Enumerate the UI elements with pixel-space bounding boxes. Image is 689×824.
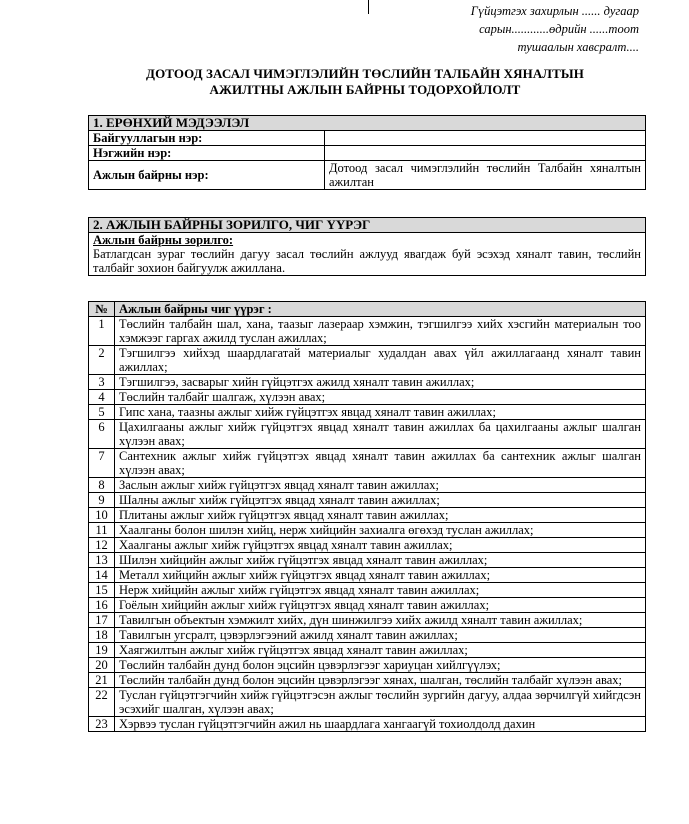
duty-row [89,583,646,598]
duty-row [89,553,646,568]
duty-row [89,508,646,523]
duty-text: Гоёлын хийцийн ажлыг хийж гүйцэтгэх явцад хяналт тавин ажиллах; [115,598,646,613]
duty-row [89,643,646,658]
duty-row [89,717,646,732]
title-line-2: АЖИЛТНЫ АЖЛЫН БАЙРНЫ ТОДОРХОЙЛОЛТ [209,82,521,97]
duty-number: 10 [89,508,115,523]
approval-note [471,2,639,56]
duty-text: Хэрвээ туслан гүйцэтгэгчийн ажил нь шаардлага хангаагүй тохиолдолд дахин [115,717,646,732]
job-title-label: Ажлын байрны нэр: [89,161,325,190]
duty-number: 7 [89,449,115,478]
duty-text: Тавилгын объектын хэмжилт хийх, дүн шинжилгээ хийх ажилд хяналт тавин ажиллах; [115,613,646,628]
duty-row [89,449,646,478]
purpose-table [88,217,646,276]
duty-number: 3 [89,375,115,390]
duty-text: Заслын ажлыг хийж гүйцэтгэх явцад хяналт тавин ажиллах; [115,478,646,493]
duty-text: Шалны ажлыг хийж гүйцэтгэх явцад хяналт тавин ажиллах; [115,493,646,508]
duties-table [88,301,646,732]
duty-text: Плитаны ажлыг хийж гүйцэтгэх явцад хяналт тавин ажиллах; [115,508,646,523]
purpose-text: Батлагдсан зураг төслийн дагуу засал төслийн ажлууд явагдаж буй эсэхэд хяналт тавин, төслийн талбайг зохион байгуулж ажиллана. [93,247,641,275]
duty-text: Туслан гүйцэтгэгчийн хийж гүйцэтгэсэн ажлыг төслийн зургийн дагуу, алдаа зөрчилгүй хийгдсэн эсэхийг шалган, хүлээн авах; [115,688,646,717]
duty-text: Шилэн хийцийн ажлыг хийж гүйцэтгэх явцад хяналт тавин ажиллах; [115,553,646,568]
purpose-heading: 2. АЖЛЫН БАЙРНЫ ЗОРИЛГО, ЧИГ ҮҮРЭГ [89,218,646,233]
duty-text: Төслийн талбайн дунд болон эцсийн цэвэрлэгээг хариуцан хийлгүүлэх; [115,658,646,673]
duty-number: 9 [89,493,115,508]
duty-text: Хаалганы болон шилэн хийц, нерж хийцийн захиалга өгөхэд туслан ажиллах; [115,523,646,538]
duty-row [89,478,646,493]
duties-col-title: Ажлын байрны чиг үүрэг : [115,302,646,317]
duty-row [89,317,646,346]
duty-row [89,346,646,375]
duty-number: 6 [89,420,115,449]
duty-row [89,673,646,688]
duty-number: 1 [89,317,115,346]
duty-text: Сантехник ажлыг хийж гүйцэтгэх явцад хяналт тавин ажиллах ба сантехник ажлыг шалган хүлээн авах; [115,449,646,478]
approval-line-1: Гүйцэтгэх захирлын ...... дугаар [470,4,639,18]
approval-line-3: тушаалын хавсралт.... [517,40,639,54]
purpose-label: Ажлын байрны зорилго: [93,233,234,247]
duty-text: Нерж хийцийн ажлыг хийж гүйцэтгэх явцад хяналт тавин ажиллах; [115,583,646,598]
duty-row [89,598,646,613]
duty-number: 13 [89,553,115,568]
unit-name-value [325,146,646,161]
duty-number: 14 [89,568,115,583]
duty-number: 17 [89,613,115,628]
duty-row [89,688,646,717]
duty-row [89,613,646,628]
duty-text: Металл хийцийн ажлыг хийж гүйцэтгэх явцад хяналт тавин ажиллах; [115,568,646,583]
duty-number: 8 [89,478,115,493]
margin-line [368,0,369,14]
duty-number: 2 [89,346,115,375]
duty-number: 16 [89,598,115,613]
duty-text: Төслийн талбайн шал, хана, таазыг лазераар хэмжин, тэгшилгээ хийх хэсгийн материалын тоо хэмжээг гаргах ажилд туслан ажиллах; [115,317,646,346]
duty-row [89,405,646,420]
duty-text: Тэгшилгээ, засварыг хийн гүйцэтгэх ажилд хяналт тавин ажиллах; [115,375,646,390]
duty-text: Төслийн талбайн дунд болон эцсийн цэвэрлэгээг хянах, шалган, төслийн талбайг хүлээн авах; [115,673,646,688]
duty-text: Хаягжилтын ажлыг хийж гүйцэтгэх явцад хяналт тавин ажиллах; [115,643,646,658]
duty-text: Тавилгын угсралт, цэвэрлэгээний ажилд хяналт тавин ажиллах; [115,628,646,643]
duty-number: 4 [89,390,115,405]
unit-name-label: Нэгжийн нэр: [89,146,325,161]
duty-row [89,568,646,583]
duty-row [89,493,646,508]
duty-number: 12 [89,538,115,553]
duty-text: Цахилгааны ажлыг хийж гүйцэтгэх явцад хяналт тавин ажиллах ба цахилгааны ажлыг шалган хүлээн авах; [115,420,646,449]
duty-text: Хаалганы ажлыг хийж гүйцэтгэх явцад хяналт тавин ажиллах; [115,538,646,553]
duty-number: 18 [89,628,115,643]
duty-number: 19 [89,643,115,658]
org-name-label: Байгууллагын нэр: [89,131,325,146]
duty-text: Тэгшилгээ хийхэд шаардлагатай материалыг худалдан авах үйл ажиллагаанд хяналт тавин ажиллах; [115,346,646,375]
duty-text: Төслийн талбайг шалгаж, хүлээн авах; [115,390,646,405]
title-line-1: ДОТООД ЗАСАЛ ЧИМЭГЛЭЛИЙН ТӨСЛИЙН ТАЛБАЙН ХЯНАЛТЫН [146,66,584,81]
duty-row [89,538,646,553]
duty-number: 21 [89,673,115,688]
general-info-heading: 1. ЕРӨНХИЙ МЭДЭЭЛЭЛ [89,116,646,131]
approval-line-2: сарын............өдрийн ......тоот [479,22,639,36]
document-title [100,66,630,98]
duty-text: Гипс хана, таазны ажлыг хийж гүйцэтгэх явцад хяналт тавин ажиллах; [115,405,646,420]
duty-number: 23 [89,717,115,732]
duty-row [89,420,646,449]
duties-col-no: № [89,302,115,317]
duty-row [89,523,646,538]
job-title-value: Дотоод засал чимэглэлийн төслийн Талбайн хяналтын ажилтан [325,161,646,190]
duty-row [89,390,646,405]
duty-number: 11 [89,523,115,538]
duty-row [89,658,646,673]
org-name-value [325,131,646,146]
general-info-table [88,115,646,190]
duty-row [89,628,646,643]
duty-row [89,375,646,390]
duty-number: 20 [89,658,115,673]
duty-number: 5 [89,405,115,420]
duty-number: 22 [89,688,115,717]
duty-number: 15 [89,583,115,598]
